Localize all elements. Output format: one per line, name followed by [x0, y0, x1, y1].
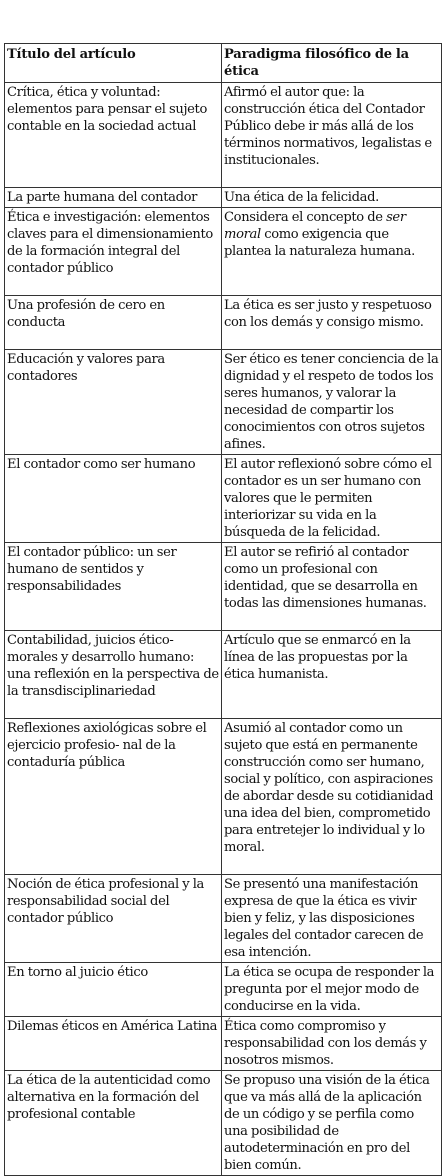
- table-row: [5, 188, 442, 208]
- article-title-cell: El contador como ser humano: [5, 455, 222, 543]
- article-title-cell: El contador público: un ser humano de sentidos y responsabilidades: [5, 543, 222, 631]
- article-title-cell: Dilemas éticos en América Latina: [5, 1017, 222, 1071]
- paradigm-emphasis: ser moral: [224, 210, 406, 242]
- table-row: [5, 1017, 442, 1071]
- paradigm-cell: Artículo que se enmarcó en la línea de las propuestas por la ética humanista.: [222, 631, 442, 719]
- table-header-row: [5, 44, 442, 83]
- article-title-cell: Crítica, ética y voluntad: elementos para pensar el sujeto contable en la sociedad actual: [5, 83, 222, 188]
- table-row: [5, 719, 442, 875]
- article-title-cell: Ética e investigación: elementos claves para el dimensionamiento de la formación integral del contador público: [5, 208, 222, 296]
- paradigm-text-end: como exigencia que plantea la naturaleza humana.: [224, 227, 415, 259]
- article-title-cell: La ética de la autenticidad como alternativa en la formación del profesional contable: [5, 1071, 222, 1176]
- paradigm-cell: Asumió al contador como un sujeto que está en permanente construcción como ser humano, social y político, con aspiraciones de abordar desde su cotidianidad una idea del bien, comprometido para entretejer lo individual y lo moral.: [222, 719, 442, 875]
- header-paradigm-column: Paradigma filosófico de la ética: [222, 44, 442, 83]
- article-title-cell: En torno al juicio ético: [5, 963, 222, 1017]
- table-row: [5, 455, 442, 543]
- paradigm-cell: Una ética de la felicidad.: [222, 188, 442, 208]
- article-title-cell: Reflexiones axiológicas sobre el ejercicio profesio- nal de la contaduría pública: [5, 719, 222, 875]
- header-title-column: Título del artículo: [5, 44, 222, 83]
- paradigm-text-start: Considera el concepto de: [224, 210, 387, 225]
- table-row: [5, 543, 442, 631]
- paradigm-cell: Afirmó el autor que: la construcción ética del Contador Público debe ir más allá de los términos normativos, legalistas e institucionales.: [222, 83, 442, 188]
- paradigm-cell: Ética como compromiso y responsabilidad con los demás y nosotros mismos.: [222, 1017, 442, 1071]
- article-title-cell: Contabilidad, juicios ético-morales y desarrollo humano: una reflexión en la perspectiva de la transdisciplinariedad: [5, 631, 222, 719]
- paradigm-cell: [222, 208, 442, 296]
- paradigm-cell: El autor se refirió al contador como un profesional con identidad, que se desarrolla en todas las dimensiones humanas.: [222, 543, 442, 631]
- table-row: [5, 631, 442, 719]
- table-row: [5, 963, 442, 1017]
- ethics-paradigm-table: [4, 43, 442, 1176]
- paradigm-cell: La ética es ser justo y respetuoso con los demás y consigo mismo.: [222, 296, 442, 350]
- article-title-cell: Educación y valores para contadores: [5, 350, 222, 455]
- paradigm-cell: La ética se ocupa de responder la pregunta por el mejor modo de conducirse en la vida.: [222, 963, 442, 1017]
- paradigm-cell: Se propuso una visión de la ética que va más allá de la aplicación de un código y se perfila como una posibilidad de autodeterminación en pro del bien común.: [222, 1071, 442, 1176]
- article-title-cell: Noción de ética profesional y la responsabilidad social del contador público: [5, 875, 222, 963]
- article-title-cell: La parte humana del contador: [5, 188, 222, 208]
- paradigm-cell: El autor reflexionó sobre cómo el contador es un ser humano con valores que le permiten interiorizar su vida en la búsqueda de la felicidad.: [222, 455, 442, 543]
- table-row: [5, 875, 442, 963]
- table-row: [5, 208, 442, 296]
- table-row: [5, 83, 442, 188]
- table-row: [5, 350, 442, 455]
- table-row: [5, 1071, 442, 1176]
- table-row: [5, 296, 442, 350]
- paradigm-cell: Ser ético es tener conciencia de la dignidad y el respeto de todos los seres humanos, y valorar la necesidad de compartir los conocimientos con otros sujetos afines.: [222, 350, 442, 455]
- article-title-cell: Una profesión de cero en conducta: [5, 296, 222, 350]
- paradigm-cell: Se presentó una manifestación expresa de que la ética es vivir bien y feliz, y las disposiciones legales del contador carecen de esa intención.: [222, 875, 442, 963]
